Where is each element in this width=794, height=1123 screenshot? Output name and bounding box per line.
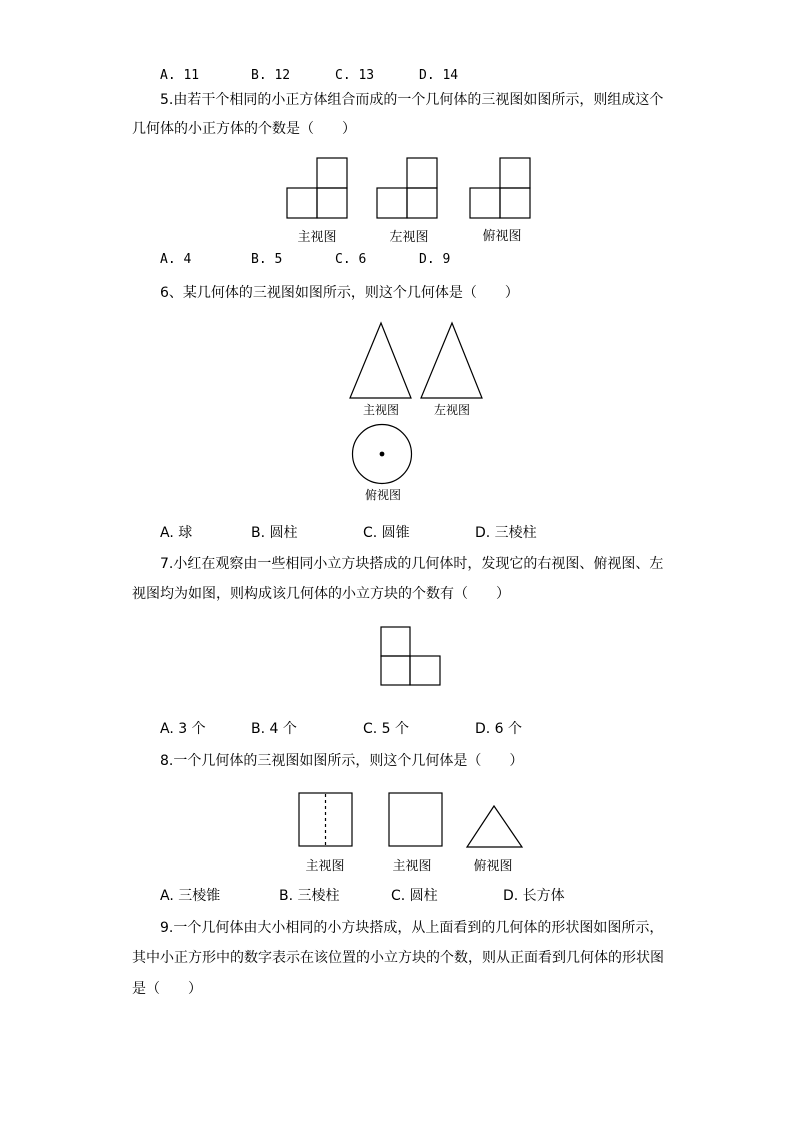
q4-option-d[interactable]: D. 14 — [419, 68, 459, 83]
q5-text-line2: 几何体的小正方体的个数是（ ） — [132, 121, 356, 137]
q8-top-view-triangle — [466, 805, 524, 849]
q8-option-a[interactable]: A. 三棱锥 — [160, 888, 221, 904]
q8-top-view-label: 俯视图 — [473, 859, 513, 874]
q5-option-a[interactable]: A. 4 — [160, 252, 192, 267]
q5-option-d[interactable]: D. 9 — [419, 252, 451, 267]
q8-second-view-label: 主视图 — [392, 859, 432, 874]
q6-text: 6、某几何体的三视图如图所示，则这个几何体是（ ） — [160, 285, 519, 301]
q9-text-line2: 其中小正方形中的数字表示在该位置的小立方块的个数，则从正面看到几何体的形状图 — [132, 950, 664, 966]
q4-option-a[interactable]: A. 11 — [160, 68, 200, 83]
q7-option-c[interactable]: C. 5 个 — [363, 721, 410, 737]
q6-left-view-triangle — [420, 322, 484, 400]
q5-option-b[interactable]: B. 5 — [251, 252, 283, 267]
q9-text-line1: 9.一个几何体由大小相同的小方块搭成，从上面看到的几何体的形状图如图所示， — [160, 920, 664, 936]
q6-left-view-label: 左视图 — [433, 403, 470, 417]
q8-text: 8.一个几何体的三视图如图所示，则这个几何体是（ ） — [160, 753, 524, 769]
q6-option-c[interactable]: C. 圆锥 — [363, 525, 410, 541]
q6-top-view-label: 俯视图 — [364, 488, 401, 502]
q7-option-a[interactable]: A. 3 个 — [160, 721, 206, 737]
q5-top-view-figure — [469, 157, 533, 219]
q5-option-c[interactable]: C. 6 — [335, 252, 367, 267]
q6-top-view-circle — [350, 423, 414, 485]
q4-option-c[interactable]: C. 13 — [335, 68, 375, 83]
q8-option-c[interactable]: C. 圆柱 — [391, 888, 438, 904]
q9-text-line3: 是（ ） — [132, 981, 202, 997]
q7-view-figure — [380, 626, 444, 688]
q8-option-d[interactable]: D. 长方体 — [503, 888, 565, 904]
q8-front-view-figure — [298, 792, 354, 848]
q6-option-b[interactable]: B. 圆柱 — [251, 525, 298, 541]
q5-left-view-figure — [376, 157, 440, 219]
q4-option-b[interactable]: B. 12 — [251, 68, 291, 83]
q6-option-d[interactable]: D. 三棱柱 — [475, 525, 537, 541]
q6-option-a[interactable]: A. 球 — [160, 525, 193, 541]
q5-top-view-label: 俯视图 — [482, 229, 522, 244]
q6-front-view-triangle — [349, 322, 413, 400]
q5-left-view-label: 左视图 — [389, 230, 429, 245]
q7-option-d[interactable]: D. 6 个 — [475, 721, 523, 737]
q7-text-line1: 7.小红在观察由一些相同小立方块搭成的几何体时，发现它的右视图、俯视图、左 — [160, 556, 664, 572]
q5-front-view-figure — [286, 157, 350, 219]
q5-front-view-label: 主视图 — [297, 230, 337, 245]
q7-text-line2: 视图均为如图，则构成该几何体的小立方块的个数有（ ） — [132, 586, 510, 602]
q6-front-view-label: 主视图 — [362, 403, 399, 417]
q5-text-line1: 5.由若干个相同的小正方体组合而成的一个几何体的三视图如图所示，则组成这个 — [160, 92, 664, 108]
q8-front-view-label: 主视图 — [305, 859, 345, 874]
q8-option-b[interactable]: B. 三棱柱 — [279, 888, 340, 904]
q7-option-b[interactable]: B. 4 个 — [251, 721, 297, 737]
q8-second-view-figure — [388, 792, 444, 848]
